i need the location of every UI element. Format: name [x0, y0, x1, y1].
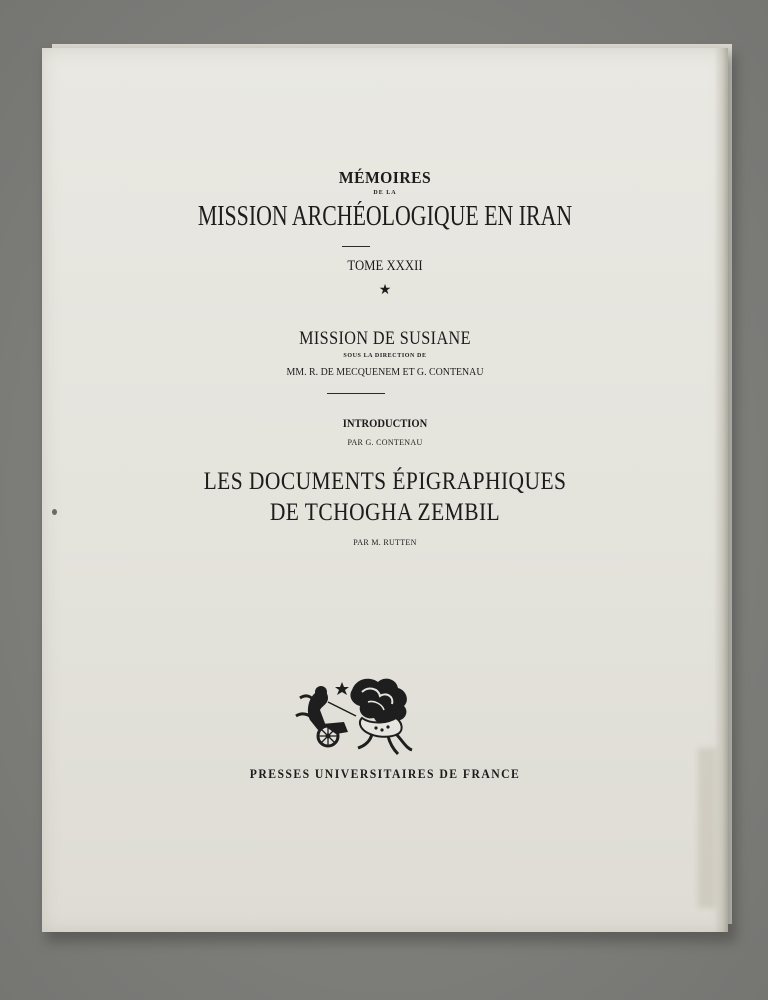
divider-rule: [342, 246, 370, 247]
chariot-logo-icon: [292, 672, 418, 762]
book-title-line2: DE TCHOGHA ZEMBIL: [269, 499, 501, 526]
page-stain: [698, 748, 716, 908]
book-author: PAR M. RUTTEN: [353, 538, 417, 547]
introduction-label: INTRODUCTION: [342, 416, 428, 430]
divider-rule: [327, 393, 385, 394]
volume-number: TOME XXXII: [347, 258, 423, 274]
directors: MM. R. DE MECQUENEM ET G. CONTENAU: [286, 366, 484, 378]
introduction-author: PAR G. CONTENAU: [347, 438, 423, 447]
series-name: MISSION ARCHÉOLOGIQUE EN IRAN: [197, 201, 573, 232]
series-connector: DE LA: [373, 190, 397, 196]
star-ornament: ★: [378, 283, 392, 298]
page-edge: [714, 48, 728, 932]
book-cover-page: [42, 48, 728, 932]
mission-name: MISSION DE SUSIANE: [299, 328, 471, 349]
direction-prefix: SOUS LA DIRECTION DE: [343, 353, 427, 359]
book-title-line1: LES DOCUMENTS ÉPIGRAPHIQUES: [203, 468, 567, 495]
publisher-name: PRESSES UNIVERSITAIRES DE FRANCE: [249, 766, 521, 781]
page-mark: [52, 509, 57, 515]
series-title: MÉMOIRES: [338, 168, 432, 187]
